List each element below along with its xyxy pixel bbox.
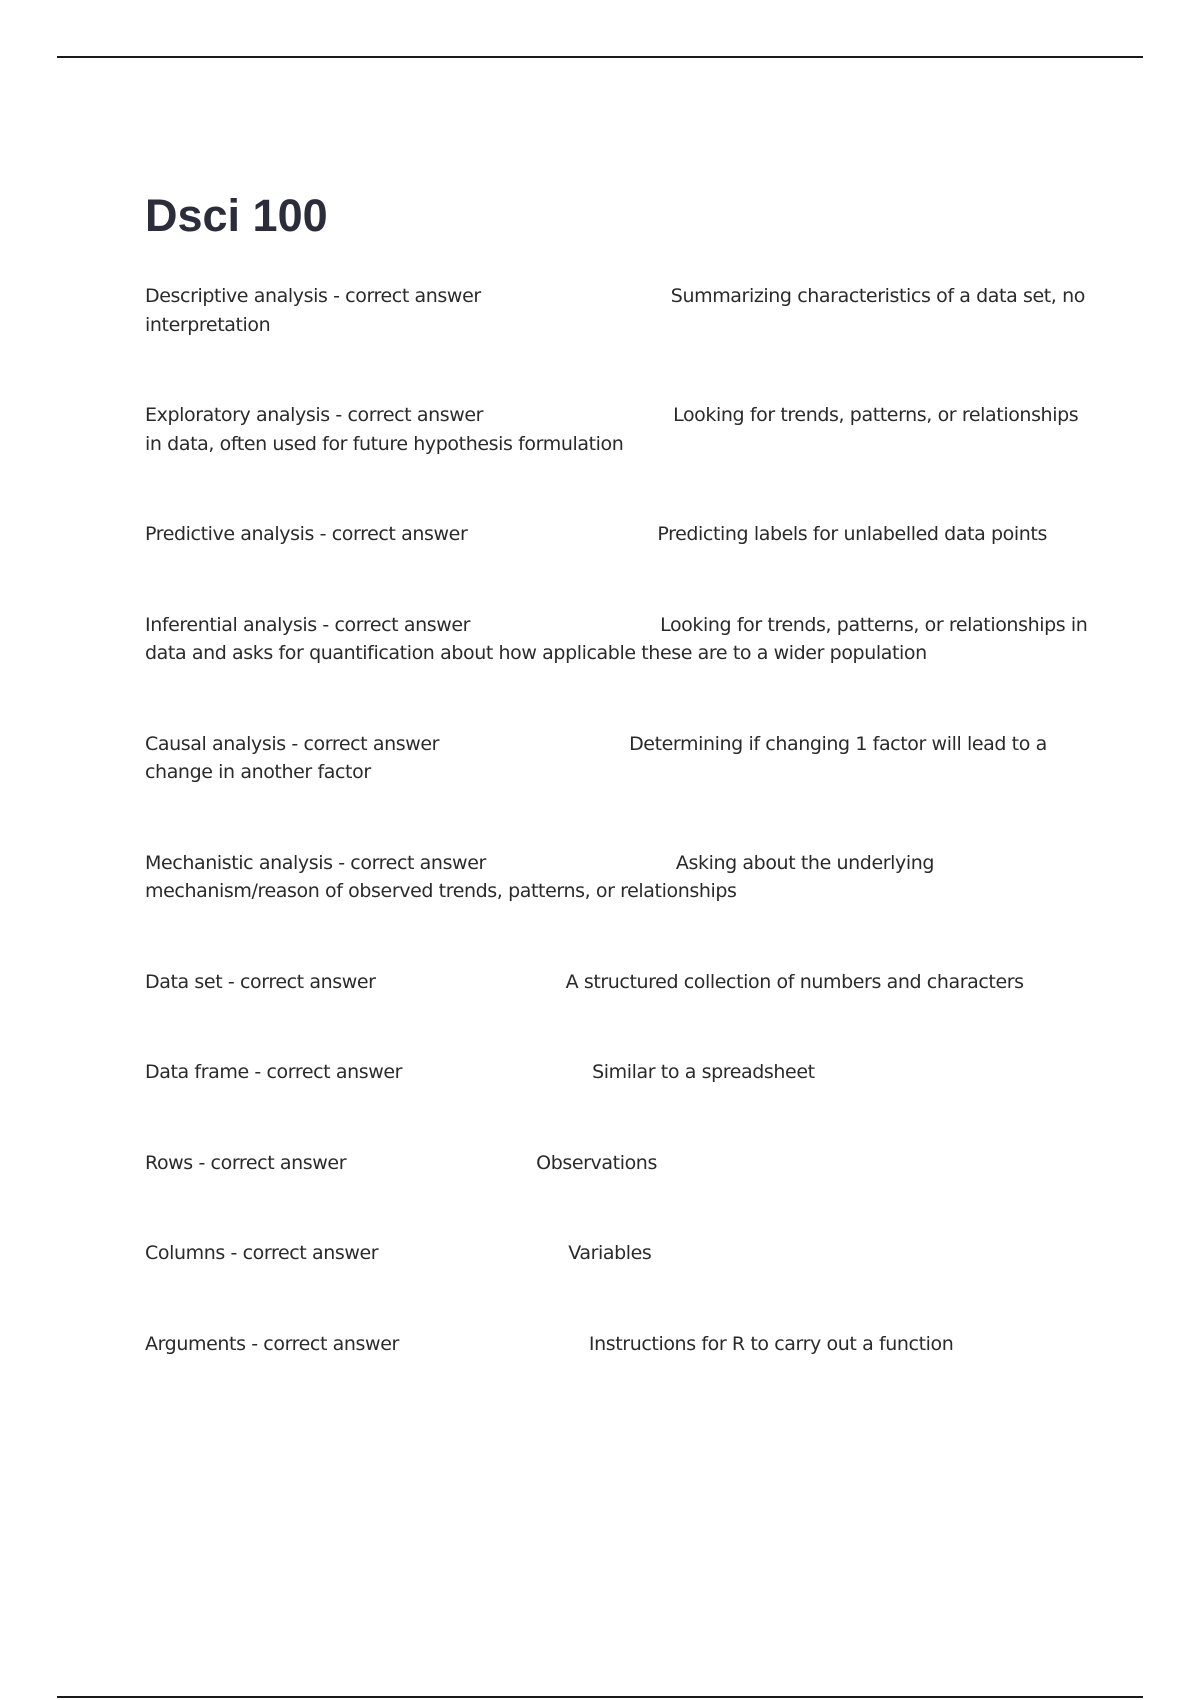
- flashcard-item: [145, 282, 1090, 339]
- flashcard-term: Data frame - correct answer: [145, 1061, 403, 1083]
- flashcard-definition: Summarizing characteristics of a data set, no interpretation: [145, 285, 1085, 336]
- flashcard-term: Predictive analysis - correct answer: [145, 523, 468, 545]
- flashcard-item: [145, 968, 1090, 997]
- flashcard-item: [145, 849, 1090, 906]
- flashcard-list: [145, 282, 1090, 1358]
- flashcard-item: [145, 1058, 1090, 1087]
- flashcard-term: Mechanistic analysis - correct answer: [145, 851, 486, 874]
- flashcard-definition: Looking for trends, patterns, or relationships in data, often used for future hypothesis formulation: [145, 404, 1079, 455]
- flashcard-term: Descriptive analysis - correct answer: [145, 285, 481, 307]
- flashcard-term: Exploratory analysis - correct answer: [145, 404, 484, 426]
- bottom-rule: [57, 1696, 1143, 1698]
- flashcard-item: [145, 401, 1090, 458]
- flashcard-term: Causal analysis - correct answer: [145, 732, 440, 755]
- flashcard-item: [145, 1330, 1090, 1359]
- flashcard-item: [145, 1149, 1090, 1178]
- flashcard-definition: Instructions for R to carry out a function: [588, 1332, 954, 1355]
- flashcard-definition: Looking for trends, patterns, or relationships in data and asks for quantification about how applicable these are to a wider population: [145, 613, 1088, 664]
- top-rule: [57, 56, 1143, 58]
- flashcard-term: Rows - correct answer: [145, 1151, 347, 1174]
- page-content: [145, 190, 1090, 1358]
- flashcard-definition: Predicting labels for unlabelled data points: [657, 523, 1047, 545]
- flashcard-term: Data set - correct answer: [145, 970, 376, 993]
- flashcard-item: [145, 520, 1090, 549]
- flashcard-definition: A structured collection of numbers and characters: [565, 970, 1024, 993]
- flashcard-definition: Variables: [568, 1242, 652, 1264]
- flashcard-term: Columns - correct answer: [145, 1242, 379, 1264]
- flashcard-definition: Observations: [536, 1151, 657, 1174]
- flashcard-item: [145, 611, 1090, 668]
- flashcard-definition: Determining if changing 1 factor will lead to a change in another factor: [145, 732, 1047, 783]
- flashcard-definition: Asking about the underlying mechanism/reason of observed trends, patterns, or relationships: [145, 851, 935, 902]
- flashcard-item: [145, 730, 1090, 787]
- flashcard-term: Arguments - correct answer: [145, 1332, 399, 1355]
- flashcard-definition: Similar to a spreadsheet: [592, 1061, 815, 1083]
- flashcard-term: Inferential analysis - correct answer: [145, 613, 471, 636]
- page-title: Dsci 100: [145, 190, 328, 241]
- flashcard-item: [145, 1239, 1090, 1268]
